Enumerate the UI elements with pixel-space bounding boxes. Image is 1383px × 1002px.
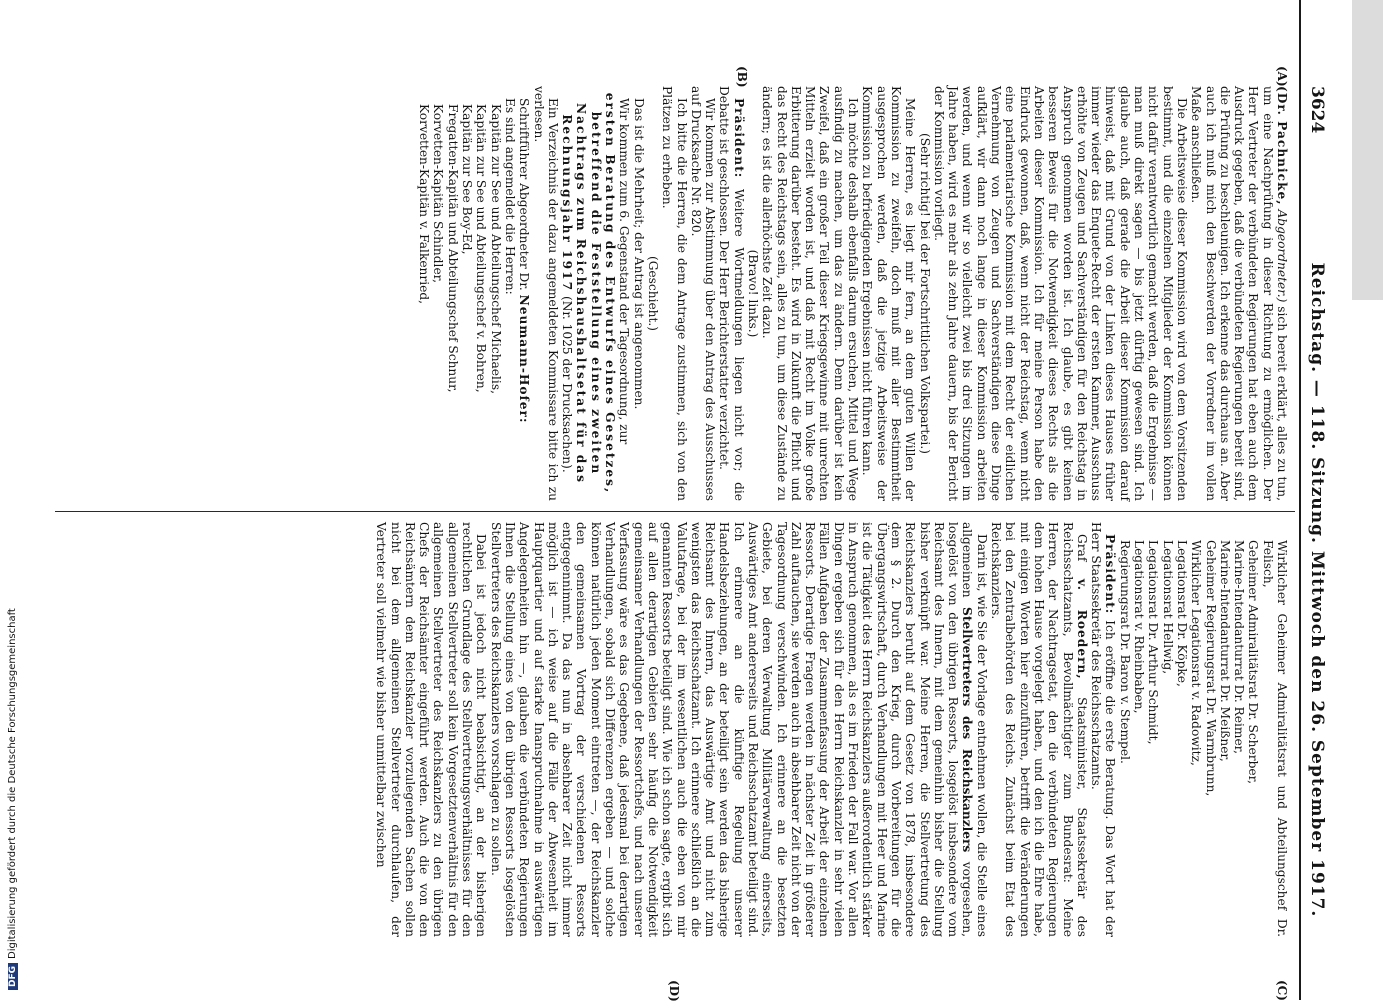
paragraph: Ein Verzeichnis der dazu angemeldeten Kommissare bitte ich zu verlesen. — [531, 86, 560, 501]
list-item: Kapitän zur See und Abteilungschef v. Bohren, — [474, 104, 489, 393]
president-label: Präsident: — [731, 98, 746, 179]
agenda-reference: (Nr. 1025 der Drucksachen). — [560, 295, 575, 473]
paragraph — [488, 522, 988, 937]
page-header — [1299, 0, 1341, 1000]
right-column — [374, 522, 1289, 937]
list-item: Regierungsrat Dr. Baron v. Stempel. — [1117, 540, 1132, 764]
list-item: Marine-Intendanturrat Dr. Reimer, — [1232, 540, 1247, 755]
agenda-title: ersten Beratung des Entwurfs eines Gesetzes, betreffend die Feststellung eines zweiten Nachtrags zum Reichshaushaltsetat für das Rechnungsjahr 1917 — [560, 92, 618, 495]
paragraph: Wir kommen zum 6. Gegenstand der Tagesordnung, zur — [617, 98, 632, 445]
dfg-logo: DFG — [8, 963, 18, 990]
left-column — [417, 86, 1289, 501]
list-item: Marine-Intendanturrat Dr. Meißner, — [1217, 540, 1232, 762]
paragraph — [517, 86, 531, 501]
paragraph: Es sind angemeldet die Herren: — [502, 98, 517, 295]
emphasized-text: Stellvertreters des Reichskanzlers — [960, 607, 975, 853]
speaker-role: Abgeordneter.) — [1275, 209, 1289, 303]
paragraph — [717, 86, 746, 501]
list-item: Kapitän zur See Boy-Ed, — [460, 104, 475, 255]
list-item: Wirklicher Geheimer Admiralitätsrat und Abteilungschef Dr. Felisch, — [1260, 540, 1289, 937]
document-page — [1, 0, 1341, 1000]
page-number: 3624 — [1307, 86, 1327, 134]
dfg-credit — [7, 608, 18, 990]
paragraph-text: Ich eröffne die erste Beratung. Das Wort hat der Herr Staatssekretär des Reichsschatzamts. — [1089, 522, 1118, 937]
paragraph: Wir kommen zur Abstimmung über den Antrag des Ausschusses auf Drucksache Nr. 820. — [688, 86, 718, 501]
list-item: Legationsrat v. Rheinbaben, — [1132, 540, 1147, 714]
speaker-name: Neumann-Hofer: — [517, 294, 532, 424]
column-rule — [55, 511, 1295, 512]
list-item: Legationsrat Dr. Köpke, — [1174, 540, 1189, 687]
paragraph: Das ist die Mehrheit; der Antrag ist angenommen. — [631, 98, 646, 410]
list-item: Geheimer Regierungsrat Dr. Warmbrunn, — [1203, 540, 1218, 797]
paragraph-text: vorgesehen, losgelöst von den übrigen Ressorts, losgelöst insbesondere vom Reichsamt des Innern, mit dem gemeinhin bisher die Stellung bisher verknüpft war. Meine Herren, die Stellvertretung des Reichskanzlers beruht auf dem Gesetz von 1878, insbesondere dem § 2. Durch den Krieg, durch Vorbereitungen für die Übergangswirtschaft, durch Verhandlungen mit Heer und Marine ist die Tätigkeit des Herrn Reichskanzlers außerordentlich stärker in Anspruch genommen, als es im Frieden der Fall war. Vor allen Dingen ergeben sich für den Herrn Reichskanzler in sehr vielen Fällen Aufgaben der Zusammenfassung der Arbeit der einzelnen Ressorts. Derartige Fragen werden in nächster Zeit in größerer Zahl auftauchen, sie werden auch in absehbarer Zeit nicht von der Tagesordnung verschwinden. Ich erinnere an die besetzten Gebiete, bei deren Verwaltung Militärverwaltung einerseits, Auswärtiges Amt andererseits und Reichsschatzamt beteiligt sind. Ich erinnere an die künftige Regelung unserer Handelsbeziehungen, an der beteiligt sein werden das bisherige Reichsamt des Innern, das Auswärtige Amt und nicht zum wenigsten das Reichsschatzamt. Ich erinnere schließlich an die Valutafrage, bei der im wesentlichen auch die eben von mir genannten Ressorts beteiligt sind. Wie ich schon sagte, ergibt sich auf allen derartigen Gebieten sehr häufig die Notwendigkeit gemeinsamer Verhandlungen der Ressortchefs, und nach unserer Verfassung wäre es das Gegebene, daß jedesmal bei derartigen Verhandlungen, sobald sich Differenzen ergeben — und solche können natürlich jeden Moment eintreten —, der Reichskanzler den gemeinsamen Vortrag der verschiedenen Ressorts entgegennimmt. Da das nun in absehbarer Zeit nicht immer möglich ist — ich weise auf die Fälle der Abwesenheit im Hauptquartier und auf starke Inanspruchnahme in auswärtigen Angelegenheiten hin —, glauben die verbündeten Regierungen Ihnen die Stellung eines von den übrigen Ressorts losgelösten Stellvertreters des Reichskanzlers vorschlagen zu sollen. — [488, 522, 975, 938]
credit-text: Digitalisierung gefördert durch die Deutsche Forschungsgemeinschaft — [7, 608, 18, 959]
president-label: Präsident: — [1103, 534, 1118, 615]
margin-mark-c: (C) — [1275, 980, 1289, 1001]
paragraph-text: Staatsminister, Staatssekretär des Reichsschatzamts, Bevollmächtigter zum Bundesrat: Meine Herren, der Nachtragsetat, den die verbündeten Regierungen dem hohen Hause vorgelegt haben, und den ich die Ehre habe, mit einigen Worten hier einzuführen, betrifft die Veränderungen bei den Zentralbehörden des Reichs. Zunächst beim Etat des Reichskanzlers. — [989, 522, 1089, 938]
speaker-prefix: Graf — [1074, 534, 1089, 562]
margin-mark-b: (B) — [735, 66, 749, 88]
margin-mark-d: (D) — [667, 980, 681, 1002]
list-item: Korvetten-Kapitän Schindler, — [431, 104, 446, 284]
running-head: Reichstag. — 118. Sitzung. Mittwoch den 26. September 1917. — [1307, 262, 1327, 918]
paragraph: Ich bitte die Herren, die dem Antrage zustimmen, sich von den Plätzen zu erheben. — [660, 86, 689, 501]
interjection: (Geschieht.) — [645, 255, 660, 332]
list-item: Legationsrat Hellwig, — [1160, 540, 1175, 675]
paragraph: Die Arbeitsweise dieser Kommission wird von dem Vorsitzenden bestimmt, und die einzelnen Mitglieder der Kommission können nicht dafür verantwortlich gemacht werden, daß die Ergebnisse — man muß direkt sagen — bis jetzt dürftig gewesen sind. Ich glaube auch, daß gerade die Arbeit dieser Kommission darauf hinweist, daß mit Grund von der Linken dieses Hauses früher immer wieder das Enquete-Recht der ersten Kammer, Ausschuss erhöhte von Zeugen und Sachverständigen für den Reichstag in Anspruch genommen worden ist. Ich glaube, es gibt keinen besseren Beweis für die Notwendigkeit dieses Rechts als die Arbeiten dieser Kommission. Ich für meine Person habe den Eindruck gewonnen, daß, wenn nicht der Reichstag, wenn nicht eine parlamentarische Kommission mit dem Recht der eidlichen Vernehmung von Zeugen und Sachverständigen diese Dinge aufklärt, wir dann noch lange in dieser Kommission arbeiten werden, und wenn wir so vielleicht zwei bis drei Sitzungen im Jahre haben, wird es mehr als zehn Jahre dauern, bis der Bericht der Kommission vorliegt. — [931, 86, 1189, 501]
paragraph: Dabei ist jedoch nicht beabsichtigt, an der bisherigen rechtlichen Grundlage des Stellvertretungsverhältnisses für den allgemeinen Stellvertreter soll kein Vorgesetztenverhältnis für den allgemeinen Stellvertreter des Reichskanzlers zu den übrigen Chefs der Reichsämter eingeführt werden. Auch die von den Reichsämtern dem Reichskanzler vorzulegenden Sachen sollen nicht bei dem allgemeinen Stellvertreter durchlaufen, der Vertreter soll vielmehr wie bisher unmittelbar zwischen — [374, 522, 489, 937]
speaker-prefix: Schriftführer Abgeordneter Dr. — [517, 98, 532, 291]
paragraph-text: Darin ist, wie Sie der Vorlage entnehmen wollen, die Stelle eines allgemeinen — [960, 522, 989, 937]
margin-mark-a: (A) — [1275, 66, 1289, 87]
paragraph: Meine Herren, es liegt mir fern, an dem guten Willen der Kommission zu zweifeln, doch muß mit aller Bestimmtheit ausgesprochen werden, daß die jetzige Arbeitsweise der Kommission zu befriedigenden Ergebnissen nicht führen kann. — [860, 86, 918, 501]
paragraph — [1089, 522, 1118, 937]
scan-edge — [1352, 0, 1383, 300]
speaker-name: (Dr. Pachnicke, — [1275, 86, 1289, 206]
list-item: Legationsrat Dr. Arthur Schmidt, — [1146, 540, 1161, 745]
list-item: Korvetten-Kapitän v. Falkenried, — [417, 104, 432, 305]
list-item: Kapitän zur See und Abteilungschef Michaelis, — [488, 104, 503, 394]
paragraph — [989, 522, 1089, 937]
speaker-name: v. Roedern, — [1074, 578, 1089, 680]
list-item: Wirklicher Legationsrat v. Radowitz, — [1189, 540, 1204, 766]
paragraph-text: Weitere Wortmeldungen liegen nicht vor; die Debatte ist geschlossen. Der Herr Berichterstatter verzichtet. — [717, 86, 746, 501]
paragraph — [1189, 86, 1289, 501]
agenda-item — [560, 86, 617, 501]
interjection: (Sehr richtig! bei der Fortschrittlichen Volkspartei.) — [917, 133, 932, 454]
paragraph: Ich möchte deshalb ebenfalls darum ersuchen, Mittel und Wege ausfindig zu machen, um das zu ändern. Denn darüber ist kein Zweifel, daß ein großer Teil dieser Kriegsgewinne mit unrechten Mitteln erzielt worden ist, und daß mit Recht im Volke große Erbitterung darüber besteht. Es wird in Zukunft die Pflicht und das Recht des Reichstags sein, alles zu tun, um diese Zustände zu ändern; es ist die allerhöchste Zeit dazu. — [760, 86, 861, 501]
list-item: Geheimer Admiralitätsrat Dr. Scherber, — [1246, 540, 1261, 784]
paragraph-text: sich bereit erklärt, alles zu tun, um eine Nachprüfung in dieser Richtung zu ermöglichen. Der Herr Vertreter der verbündeten Regierungen hat eben auch dem Ausdruck gegeben, daß die verbündeten Regierungen bereit sind, die Prüfung zu beschleunigen. Ich erkenne das durchaus an. Aber auch ich muß mich den Beschwerden der Vorredner im vollen Maße anschließen. — [1189, 86, 1289, 501]
commissioner-list — [417, 86, 503, 501]
commissioner-list — [1117, 522, 1289, 937]
interjection: (Bravo! links.) — [746, 249, 761, 338]
list-item: Fregatten-Kapitän und Abteilungschef Schnur, — [445, 104, 460, 393]
